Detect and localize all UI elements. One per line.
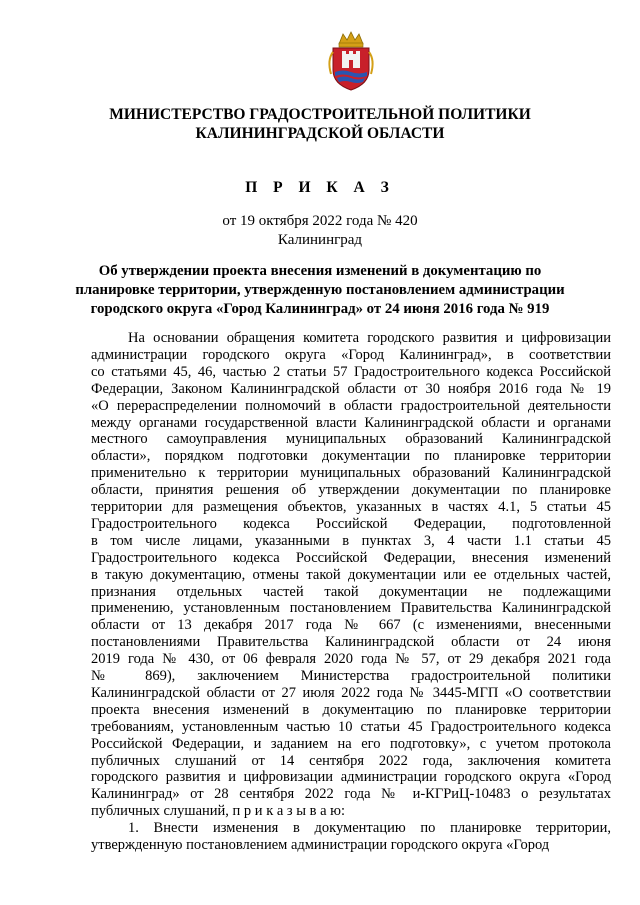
body-text-line: утвержденную постановлением администрации городского округа «Город — [91, 837, 550, 853]
ministry-name-line2: КАЛИНИНГРАДСКОЙ ОБЛАСТИ — [195, 125, 445, 142]
document-type: П Р И К А З — [245, 179, 395, 196]
order-title-line1: Об утверждении проекта внесения изменений в документацию по — [98, 263, 542, 279]
body-text-line: области, принятия решения об утверждении документации по планировке — [91, 482, 611, 499]
body-text-line: в такую документацию, отмены такой документации или ее отдельных частей, — [91, 566, 611, 583]
body-text-line: Калининград» от 28 сентября 2022 года № и-КГРиЦ-10483 о результатах — [91, 786, 611, 803]
body-text-line: признания отдельных частей такой документации не подлежащими — [91, 583, 611, 600]
body-text-line: Российской Федерации, и заданием на его подготовку», с учетом протокола — [91, 735, 611, 752]
body-text-line: области от 13 декабря 2017 года № 667 (с изменениями, внесенными — [91, 617, 611, 634]
body-text-line: «О перераспределении полномочий в области градостроительной деятельности — [91, 397, 611, 414]
body-text-line: Градостроительного кодекса Российской Федерации, внесения изменений — [91, 549, 611, 566]
body-text-line: со статьями 45, 46, частью 2 статьи 57 Градостроительного кодекса Российской — [91, 363, 611, 380]
body-text-line: территории для размещения объектов, указанных в частях 4.1, 5 статьи 45 — [91, 499, 611, 515]
body-text-line: требованиям, установленным частью 10 статьи 45 Градостроительного кодекса — [91, 718, 611, 735]
body-text-line: публичных слушаний от 14 сентября 2022 года, заключения комитета — [91, 752, 611, 769]
order-date-number: от 19 октября 2022 года № 420 — [222, 213, 418, 229]
body-text-line: между органами государственной власти Калининградской области и органами — [91, 414, 611, 431]
body-text-line: области», порядком подготовки документации по планировке территории — [91, 448, 611, 465]
body-text-line: городского развития и цифровизации администрации городского округа «Город — [91, 769, 611, 786]
body-text-line: № 869), заключением Министерства градостроительной политики — [91, 668, 611, 684]
body-text-line: применению, установленным постановлением Правительства Калининградской — [91, 600, 611, 617]
body-text-line: местного самоуправления муниципальных образований Калининградской — [91, 431, 611, 448]
body-text-line: 1. Внести изменения в документацию по планировке территории, — [128, 820, 611, 837]
body-text-line: применительно к территории муниципальных образований Калининградской — [91, 465, 611, 482]
order-city: Калининград — [277, 232, 363, 248]
body-text-line: постановлениями Правительства Калининградской области от 24 июня — [91, 634, 611, 651]
order-title-line3: городского округа «Город Калининград» от 24 июня 2016 года № 919 — [90, 301, 550, 317]
body-text-line: в том числе лицами, указанными в пунктах 3, 4 части 1.1 статьи 45 — [91, 532, 611, 549]
body-text-line: проекта внесения изменений в документацию по планировке территории — [91, 701, 611, 718]
body-text-line: 2019 года № 430, от 06 февраля 2020 года № 57, от 29 декабря 2021 года — [91, 651, 611, 668]
body-text-line: администрации городского округа «Город Калининград», в соответствии — [91, 346, 611, 363]
ministry-name-line1: МИНИСТЕРСТВО ГРАДОСТРОИТЕЛЬНОЙ ПОЛИТИКИ — [109, 106, 531, 123]
coat-of-arms-icon — [325, 30, 377, 92]
body-text-line: На основании обращения комитета городского развития и цифровизации — [128, 330, 611, 346]
order-title-line2: планировке территории, утвержденную постановлением администрации — [75, 282, 565, 298]
body-text-line: Федерации, Законом Калининградской области от 30 ноября 2016 года № 19 — [91, 380, 611, 397]
body-text-line: Калининградской области от 27 июля 2022 года № 3445-МГП «О соответствии — [91, 684, 611, 701]
body-text-line: публичных слушаний, п р и к а з ы в а ю: — [91, 803, 346, 820]
body-text-line: Градостроительного кодекса Российской Федерации, подготовленной — [91, 515, 611, 532]
